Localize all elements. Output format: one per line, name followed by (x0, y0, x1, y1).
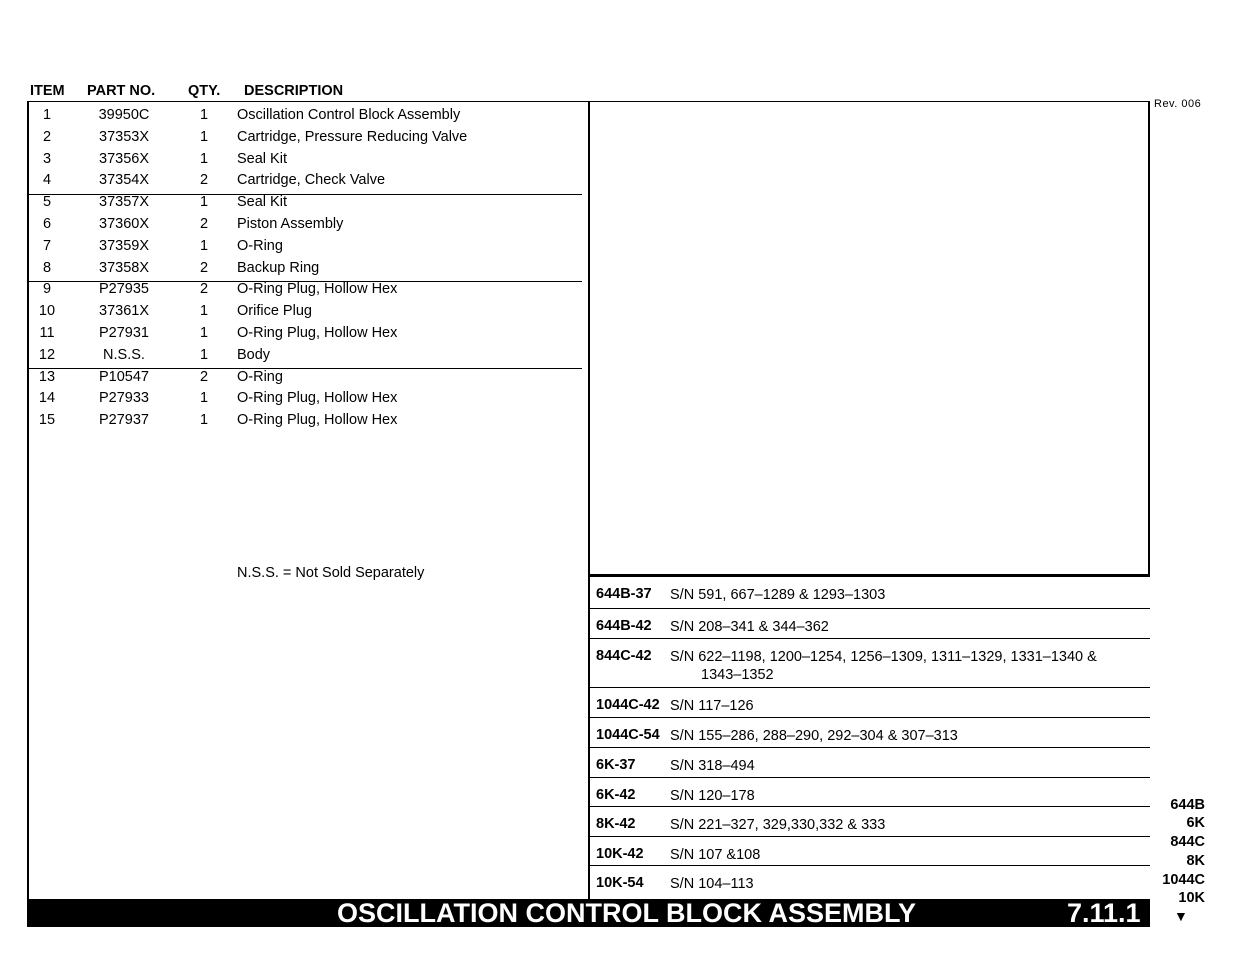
quantity: 1 (199, 390, 209, 407)
description: Cartridge, Pressure Reducing Valve (237, 128, 468, 145)
serial-range: S/N 120–178 (670, 788, 755, 804)
item-number: 10 (38, 303, 56, 320)
item-number: 9 (42, 281, 52, 298)
table-row (28, 126, 582, 148)
table-row (28, 257, 582, 279)
header-qty: QTY. (188, 83, 221, 99)
description: O-Ring (237, 368, 283, 385)
part-number: P27937 (99, 412, 149, 429)
side-model: 10K (1178, 890, 1205, 906)
serial-range: S/N 591, 667–1289 & 1293–1303 (670, 587, 886, 603)
serial-row (590, 837, 1150, 866)
table-row (28, 278, 582, 300)
side-model: 644B (1170, 797, 1205, 813)
serial-row (590, 807, 1150, 837)
item-number: 12 (38, 346, 56, 363)
model-name: 644B-42 (596, 618, 652, 634)
quantity: 1 (199, 150, 209, 167)
model-name: 644B-37 (596, 586, 652, 602)
item-number: 5 (42, 194, 52, 211)
description: O-Ring Plug, Hollow Hex (237, 390, 398, 407)
serial-range: S/N 104–113 (670, 876, 754, 892)
table-row (28, 235, 582, 257)
page-title: OSCILLATION CONTROL BLOCK ASSEMBLY (337, 898, 917, 928)
header-item: ITEM (30, 83, 65, 99)
item-number: 1 (42, 107, 52, 123)
section-number: 7.11.1 (1067, 898, 1141, 928)
serial-row (590, 748, 1150, 778)
item-number: 7 (42, 237, 52, 254)
quantity: 2 (199, 281, 209, 298)
serial-row (590, 609, 1150, 639)
table-row (28, 344, 582, 366)
part-number: 37360X (99, 216, 149, 232)
model-name: 10K-54 (596, 875, 644, 891)
part-number: 37353X (99, 128, 149, 145)
part-number: P27933 (99, 390, 149, 407)
description: Seal Kit (237, 150, 287, 167)
table-row (28, 322, 582, 344)
serial-row (590, 778, 1150, 807)
description: Backup Ring (237, 259, 320, 276)
description: O-Ring (237, 237, 283, 254)
description: Orifice Plug (237, 303, 312, 320)
quantity: 2 (199, 216, 209, 232)
part-number: 37354X (99, 172, 149, 189)
part-number: 37357X (99, 194, 149, 211)
quantity: 1 (199, 412, 209, 429)
item-number: 2 (42, 128, 52, 145)
quantity: 2 (199, 172, 209, 189)
quantity: 1 (199, 107, 209, 123)
serial-row (590, 866, 1150, 898)
item-number: 4 (42, 172, 52, 189)
part-number: 37358X (99, 259, 149, 276)
serial-range: S/N 117–126 (670, 698, 754, 714)
quantity: 1 (199, 194, 209, 211)
header-part-no: PART NO. (87, 83, 156, 99)
table-row (28, 191, 582, 213)
serial-row (590, 688, 1150, 718)
item-number: 3 (42, 150, 52, 167)
serial-row (590, 718, 1150, 748)
header-description: DESCRIPTION (244, 83, 344, 99)
item-number: 6 (42, 216, 52, 232)
table-row (28, 169, 582, 191)
model-name: 8K-42 (596, 816, 636, 832)
down-arrow-icon: ▼ (1174, 908, 1188, 924)
revision-label: Rev. 006 (1154, 98, 1202, 110)
model-name: 6K-42 (596, 787, 636, 803)
model-name: 6K-37 (596, 757, 636, 773)
nss-note: N.S.S. = Not Sold Separately (237, 565, 425, 581)
quantity: 1 (199, 346, 209, 363)
part-number: P27935 (99, 281, 149, 298)
table-row (28, 387, 582, 409)
table-row (28, 300, 582, 322)
quantity: 1 (199, 128, 209, 145)
side-model: 844C (1170, 834, 1205, 850)
description: Oscillation Control Block Assembly (237, 107, 461, 123)
part-number: 39950C (98, 107, 150, 123)
description: Seal Kit (237, 194, 287, 211)
table-row (28, 148, 582, 170)
table-row (28, 104, 582, 126)
model-name: 10K-42 (596, 846, 644, 862)
part-number: P10547 (99, 368, 149, 385)
item-number: 14 (38, 390, 56, 407)
serial-range: S/N 318–494 (670, 758, 755, 774)
serial-range-line2: 1343–1352 (701, 667, 774, 683)
serial-range (670, 648, 1138, 684)
table-row (28, 213, 582, 235)
part-number: 37356X (99, 150, 149, 167)
description: O-Ring Plug, Hollow Hex (237, 325, 398, 341)
side-model: 6K (1186, 815, 1205, 831)
description: Cartridge, Check Valve (237, 172, 386, 189)
serial-range: S/N 221–327, 329,330,332 & 333 (670, 817, 886, 833)
quantity: 1 (199, 303, 209, 320)
illustration-box (590, 101, 1150, 577)
quantity: 2 (199, 259, 209, 276)
item-number: 15 (38, 412, 56, 429)
part-number: 37359X (99, 237, 149, 254)
serial-row (590, 639, 1150, 688)
serial-range: S/N 208–341 & 344–362 (670, 619, 829, 635)
serial-range-line1: S/N 622–1198, 1200–1254, 1256–1309, 1311–1329, 1331–1340 & (670, 649, 1097, 665)
model-name: 1044C-54 (596, 727, 660, 743)
model-name: 844C-42 (596, 648, 652, 664)
side-model: 1044C (1162, 872, 1205, 888)
part-number: P27931 (99, 325, 149, 341)
item-number: 8 (42, 259, 52, 276)
item-number: 11 (39, 325, 55, 341)
description: Body (237, 346, 271, 363)
serial-range: S/N 107 &108 (670, 847, 761, 863)
description: O-Ring Plug, Hollow Hex (237, 412, 398, 429)
serial-row (590, 577, 1150, 609)
footer-title-bar (27, 899, 1150, 927)
quantity: 1 (199, 237, 209, 254)
table-row (28, 366, 582, 388)
description: O-Ring Plug, Hollow Hex (237, 281, 398, 298)
part-number: 37361X (99, 303, 149, 320)
table-row (28, 409, 582, 431)
quantity: 1 (199, 325, 209, 341)
description: Piston Assembly (237, 216, 344, 232)
item-number: 13 (38, 368, 56, 385)
part-number: N.S.S. (103, 346, 145, 363)
side-model: 8K (1186, 853, 1205, 869)
serial-range: S/N 155–286, 288–290, 292–304 & 307–313 (670, 728, 958, 744)
quantity: 2 (199, 368, 209, 385)
model-name: 1044C-42 (596, 697, 660, 713)
